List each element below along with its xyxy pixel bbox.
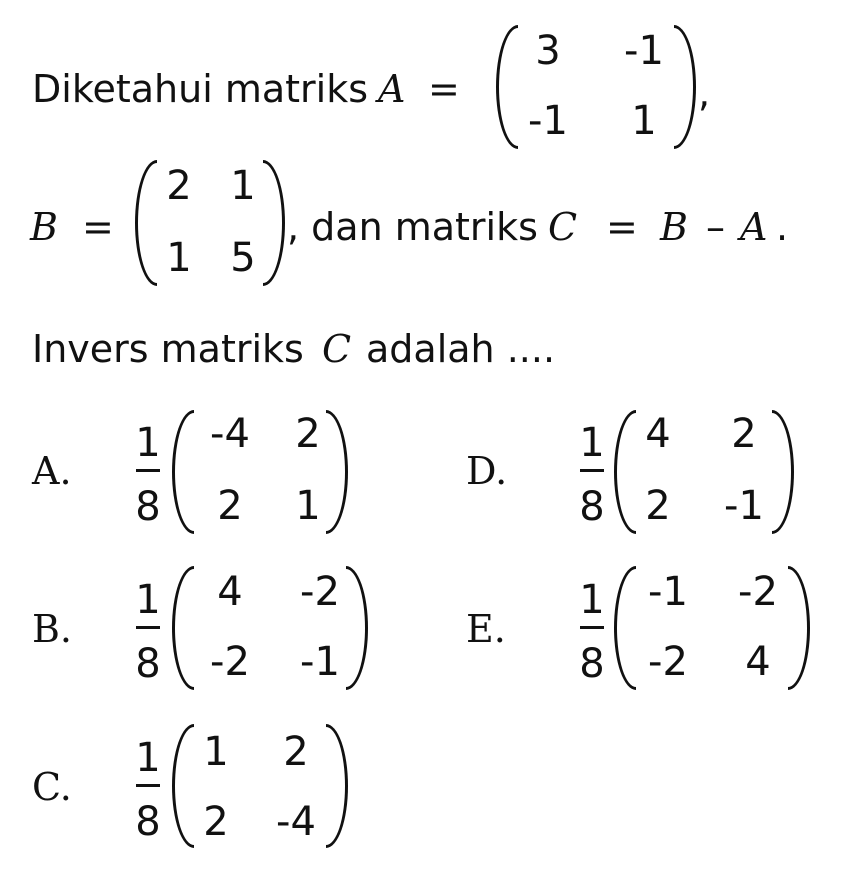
matrix-cell: 1 <box>295 483 321 529</box>
prompt-suffix: adalah .... <box>366 327 556 371</box>
fraction-numerator: 1 <box>579 420 605 466</box>
matrix-cell: 4 <box>645 411 671 457</box>
left-paren <box>614 566 636 690</box>
matrix-cell: 2 <box>645 483 671 529</box>
fraction-denominator: 8 <box>135 484 161 530</box>
left-paren <box>135 160 157 286</box>
prompt-var: C <box>322 327 352 371</box>
matrix-cell: 2 <box>203 799 229 845</box>
var-b: B <box>660 205 688 249</box>
question-intro: Diketahui matriks <box>32 67 369 111</box>
option-b-matrix <box>172 566 368 690</box>
right-paren <box>788 566 810 690</box>
prompt-prefix: Invers matriks <box>32 327 304 371</box>
matrix-cell: 3 <box>535 28 561 74</box>
fraction-bar <box>136 469 160 472</box>
matrix-b <box>135 160 285 286</box>
matrix-cell: -4 <box>210 411 250 457</box>
option-c-label[interactable]: C. <box>32 765 72 809</box>
right-paren <box>346 566 368 690</box>
matrix-cell: -2 <box>648 639 688 685</box>
matrix-cell: 1 <box>230 163 256 209</box>
matrix-cell: -2 <box>738 569 778 615</box>
var-c: C <box>548 205 578 249</box>
matrix-cell: 2 <box>731 411 757 457</box>
equals-sign: = <box>82 205 114 249</box>
fraction-numerator: 1 <box>579 577 605 623</box>
matrix-cell: -2 <box>300 569 340 615</box>
fraction-bar <box>136 626 160 629</box>
option-e-label[interactable]: E. <box>466 607 506 651</box>
right-paren <box>326 410 348 534</box>
matrix-cell: 2 <box>166 163 192 209</box>
fraction-numerator: 1 <box>135 735 161 781</box>
matrix-cell: 1 <box>631 98 657 144</box>
fraction-bar <box>580 626 604 629</box>
left-paren <box>496 25 518 149</box>
option-a-label[interactable]: A. <box>32 449 72 493</box>
left-paren <box>172 566 194 690</box>
fraction-numerator: 1 <box>135 420 161 466</box>
matrix-cell: 5 <box>230 235 256 281</box>
fraction-denominator: 8 <box>135 799 161 845</box>
right-paren <box>674 25 696 149</box>
var-a: A <box>740 205 768 249</box>
left-paren <box>172 410 194 534</box>
matrix-cell: -1 <box>648 569 688 615</box>
left-paren <box>614 410 636 534</box>
matrix-cell: 4 <box>745 639 771 685</box>
matrix-cell: -1 <box>624 28 664 74</box>
var-b: B <box>30 205 58 249</box>
option-d-label[interactable]: D. <box>466 449 508 493</box>
matrix-cell: -1 <box>528 98 568 144</box>
fraction-denominator: 8 <box>579 484 605 530</box>
option-a-matrix <box>172 410 348 534</box>
matrix-cell: 2 <box>283 729 309 775</box>
matrix-cell: 2 <box>217 483 243 529</box>
option-b-label[interactable]: B. <box>32 607 73 651</box>
left-paren <box>172 724 194 848</box>
option-c-matrix <box>172 724 348 848</box>
fraction-bar <box>136 784 160 787</box>
fraction-numerator: 1 <box>135 577 161 623</box>
comma: , <box>698 71 711 115</box>
matrix-cell: 2 <box>295 411 321 457</box>
matrix-cell: -1 <box>724 483 764 529</box>
minus-sign: – <box>706 205 725 249</box>
matrix-cell: -4 <box>276 799 316 845</box>
matrix-cell: 1 <box>166 235 192 281</box>
equals-sign: = <box>606 205 638 249</box>
option-d-matrix <box>614 410 794 534</box>
fraction-denominator: 8 <box>135 641 161 687</box>
var-a: A <box>378 67 406 111</box>
matrix-a <box>496 25 696 149</box>
option-e-matrix <box>614 566 810 690</box>
matrix-cell: -2 <box>210 639 250 685</box>
right-paren <box>772 410 794 534</box>
matrix-cell: -1 <box>300 639 340 685</box>
right-paren <box>326 724 348 848</box>
matrix-cell: 4 <box>217 569 243 615</box>
fraction-denominator: 8 <box>579 641 605 687</box>
fraction-bar <box>580 469 604 472</box>
matrix-cell: 1 <box>203 729 229 775</box>
right-paren <box>263 160 285 286</box>
period: . <box>776 205 789 249</box>
equals-sign: = <box>428 67 460 111</box>
mid-text: , dan matriks <box>287 205 538 249</box>
